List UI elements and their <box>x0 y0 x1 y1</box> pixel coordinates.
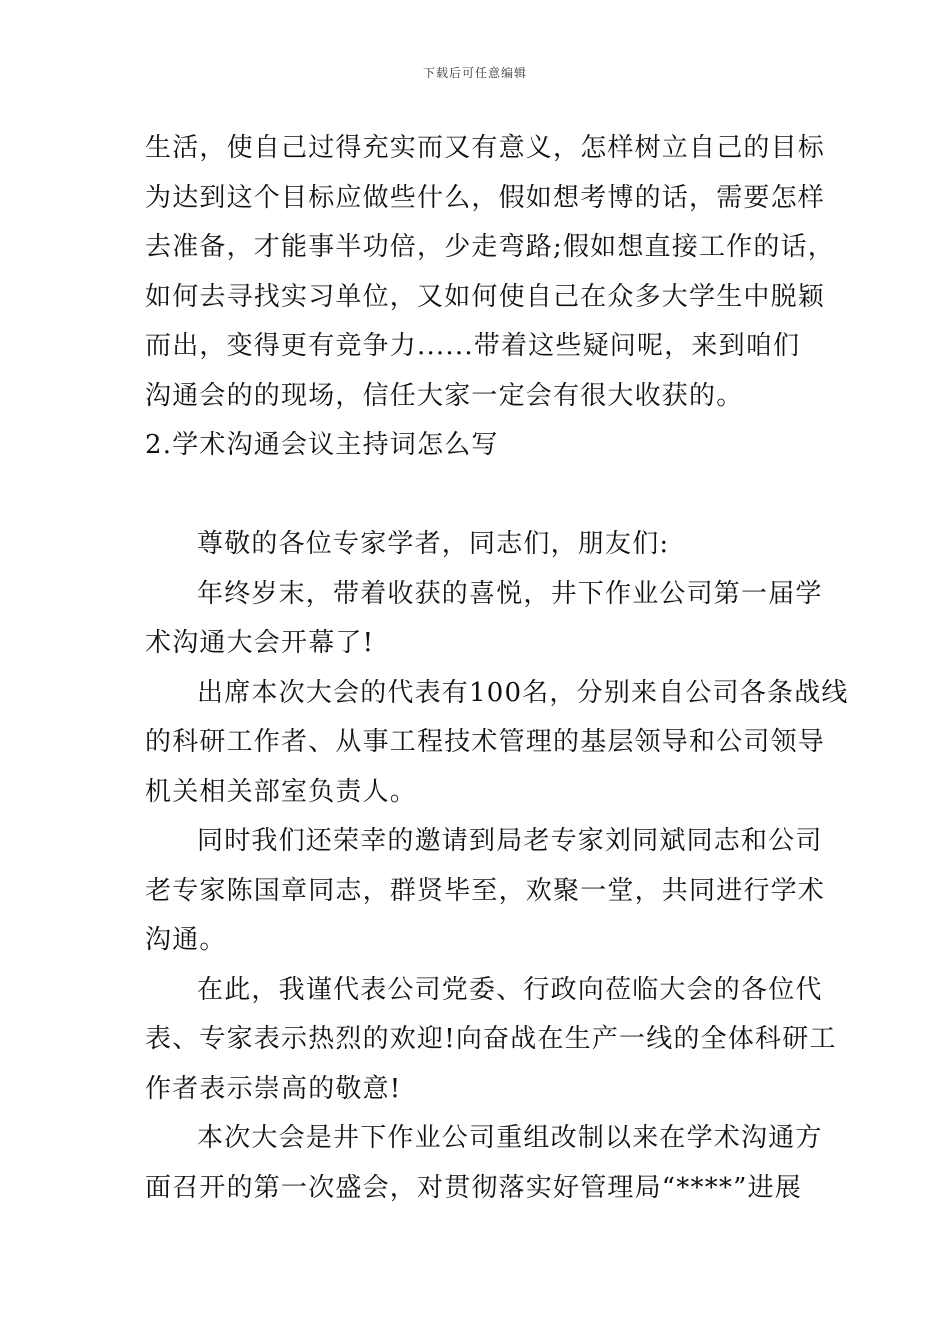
text-line: 老专家陈国章同志，群贤毕至，欢聚一堂，共同进行学术 <box>145 875 826 906</box>
text-line: 去准备，才能事半功倍，少走弯路;假如想直接工作的话， <box>145 232 835 262</box>
text-line: 如何去寻找实习单位，又如何使自己在众多大学生中脱颖 <box>145 281 826 312</box>
paragraph-start: 在此，我谨代表公司党委、行政向莅临大会的各位代 <box>197 974 823 1005</box>
text-line: 生活，使自己过得充实而又有意义，怎样树立自己的目标 <box>145 133 826 163</box>
document-body <box>145 124 849 1213</box>
text-line: 为达到这个目标应做些什么，假如想考博的话，需要怎样 <box>145 182 826 213</box>
text-line: 沟通会的的现场，信任大家一定会有很大收获的。 <box>145 380 744 411</box>
text-line: 的科研工作者、从事工程技术管理的基层领导和公司领导 <box>145 727 826 757</box>
text-line: 作者表示崇高的敬意! <box>145 1073 402 1104</box>
paragraph-start: 年终岁末，带着收获的喜悦，井下作业公司第一届学 <box>197 578 823 609</box>
text-line: 表、专家表示热烈的欢迎!向奋战在生产一线的全体科研工 <box>145 1024 837 1054</box>
paragraph-start: 出席本次大会的代表有100名，分别来自公司各条战线 <box>197 677 849 708</box>
text-line: 面召开的第一次盛会，对贯彻落实好管理局“****”进展 <box>145 1172 802 1203</box>
text-line: 机关相关部室负责人。 <box>145 776 418 807</box>
section-heading: 2.学术沟通会议主持词怎么写 <box>145 430 499 460</box>
text-line: 而出，变得更有竞争力......带着这些疑问呢，来到咱们 <box>145 331 801 361</box>
page-header-note: 下载后可任意编辑 <box>422 66 527 80</box>
paragraph-start: 同时我们还荣幸的邀请到局老专家刘同斌同志和公司 <box>197 826 823 856</box>
salutation: 尊敬的各位专家学者，同志们，朋友们: <box>197 529 670 559</box>
text-line: 沟通。 <box>145 925 227 955</box>
blank-line <box>145 471 810 521</box>
text-line: 术沟通大会开幕了! <box>145 628 375 658</box>
paragraph-start: 本次大会是井下作业公司重组改制以来在学术沟通方 <box>197 1123 823 1153</box>
